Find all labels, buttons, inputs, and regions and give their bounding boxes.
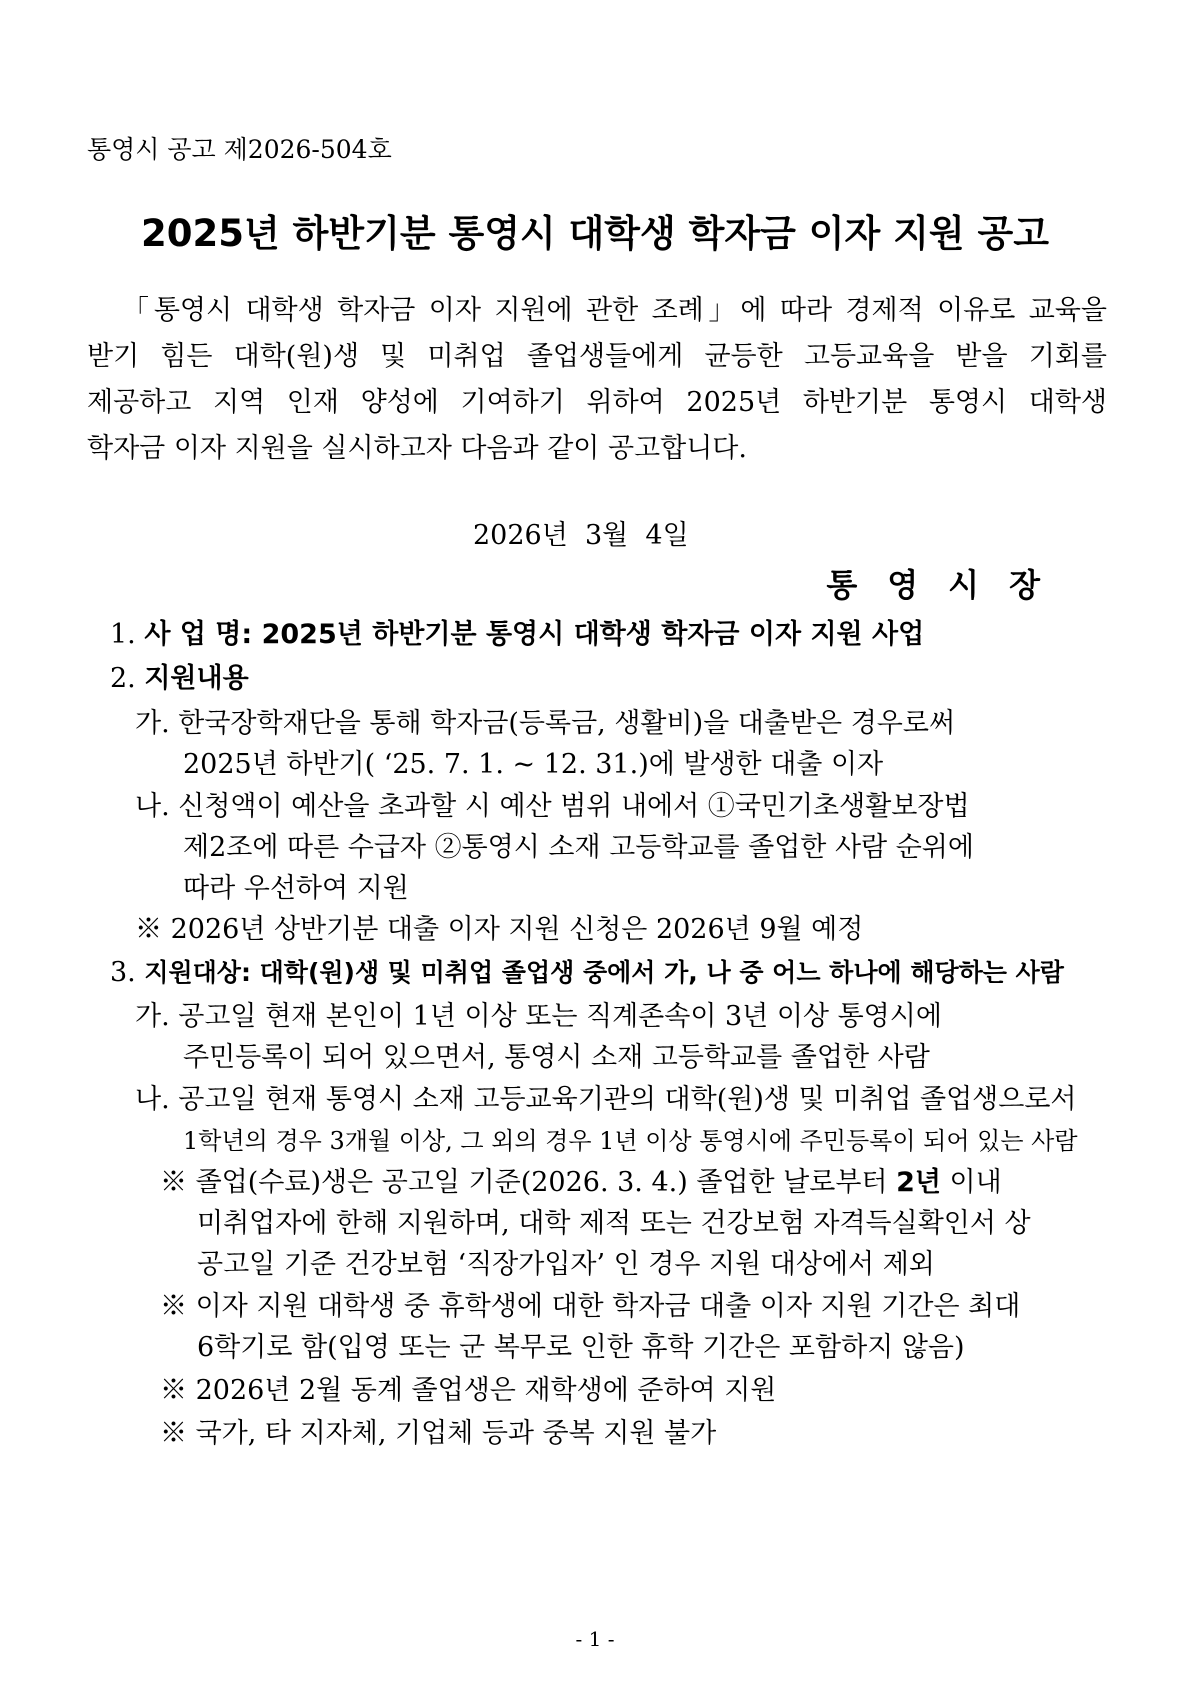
document-title: 2025년 하반기분 통영시 대학생 학자금 이자 지원 공고 <box>141 212 1049 255</box>
section-3-heading: 지원대상: 대학(원)생 및 미취업 졸업생 중에서 가, 나 중 어느 하나에 해당하는 사람 <box>144 958 1064 987</box>
section-3-note-1-line2: 미취업자에 한해 지원하며, 대학 제적 또는 건강보험 자격득실확인서 상 <box>197 1208 1031 1239</box>
section-2 <box>110 663 249 695</box>
section-3 <box>110 957 1064 989</box>
section-3-item-ga-line2: 주민등록이 되어 있으면서, 통영시 소재 고등학교를 졸업한 사람 <box>183 1042 930 1073</box>
section-3-item-ga-line1: 가. 공고일 현재 본인이 1년 이상 또는 직계존속이 3년 이상 통영시에 <box>135 1001 942 1032</box>
intro-paragraph <box>87 288 1107 472</box>
section-3-item-na-line2: 1학년의 경우 3개월 이상, 그 외의 경우 1년 이상 통영시에 주민등록이 되어 있는 사람 <box>183 1127 1078 1155</box>
notice-number: 통영시 공고 제2026-504호 <box>87 135 392 164</box>
section-2-note: ※ 2026년 상반기분 대출 이자 지원 신청은 2026년 9월 예정 <box>135 914 864 945</box>
section-2-item-ga-line2: 2025년 하반기( ‘25. 7. 1. ~ 12. 31.)에 발생한 대출 이자 <box>183 749 884 780</box>
section-2-item-ga-line1: 가. 한국장학재단을 통해 학자금(등록금, 생활비)을 대출받은 경우로써 <box>135 708 956 739</box>
page-number: - 1 - <box>575 1627 615 1651</box>
section-3-note-1-line3: 공고일 기준 건강보험 ‘직장가입자’ 인 경우 지원 대상에서 제외 <box>197 1249 935 1280</box>
section-3-note-2-line2: 6학기로 함(입영 또는 군 복무로 인한 휴학 기간은 포함하지 않음) <box>197 1332 965 1363</box>
section-3-note-2-line1: ※ 이자 지원 대학생 중 휴학생에 대한 학자금 대출 이자 지원 기간은 최대 <box>160 1291 1021 1322</box>
intro-line: 제공하고 지역 인재 양성에 기여하기 위하여 2025년 하반기분 통영시 대학생 <box>87 387 1107 418</box>
section-1 <box>110 619 924 651</box>
section-2-item-na-line1: 나. 신청액이 예산을 초과할 시 예산 범위 내에서 ①국민기초생활보장법 <box>135 791 970 822</box>
section-1-heading: 사 업 명: 2025년 하반기분 통영시 대학생 학자금 이자 지원 사업 <box>144 619 925 650</box>
section-2-number: 2. <box>110 663 145 694</box>
section-2-heading: 지원내용 <box>144 663 249 694</box>
intro-line: 학자금 이자 지원을 실시하고자 다음과 같이 공고합니다. <box>87 433 747 464</box>
intro-line: 「통영시 대학생 학자금 이자 지원에 관한 조례」에 따라 경제적 이유로 교육을 <box>122 295 1107 326</box>
section-1-number: 1. <box>110 619 145 650</box>
section-3-number: 3. <box>110 957 145 988</box>
section-3-note-3: ※ 2026년 2월 동계 졸업생은 재학생에 준하여 지원 <box>160 1375 777 1406</box>
section-2-item-na-line2: 제2조에 따른 수급자 ②통영시 소재 고등학교를 졸업한 사람 순위에 <box>183 832 974 863</box>
section-3-note-4: ※ 국가, 타 지자체, 기업체 등과 중복 지원 불가 <box>160 1418 717 1449</box>
note-emphasis: 2년 <box>896 1167 941 1198</box>
section-2-item-na-line3: 따라 우선하여 지원 <box>183 873 409 904</box>
intro-line: 받기 힘든 대학(원)생 및 미취업 졸업생들에게 균등한 고등교육을 받을 기회를 <box>87 341 1107 372</box>
issuer-name: 통영시장 <box>826 566 1070 604</box>
note-text: 이내 <box>940 1167 1002 1198</box>
notice-date: 2026년 3월 4일 <box>473 520 689 551</box>
section-3-note-1-line1 <box>160 1167 1002 1199</box>
section-3-item-na-line1: 나. 공고일 현재 통영시 소재 고등교육기관의 대학(원)생 및 미취업 졸업생으로서 <box>135 1084 1077 1115</box>
note-text: ※ 졸업(수료)생은 공고일 기준(2026. 3. 4.) 졸업한 날로부터 <box>160 1167 897 1198</box>
